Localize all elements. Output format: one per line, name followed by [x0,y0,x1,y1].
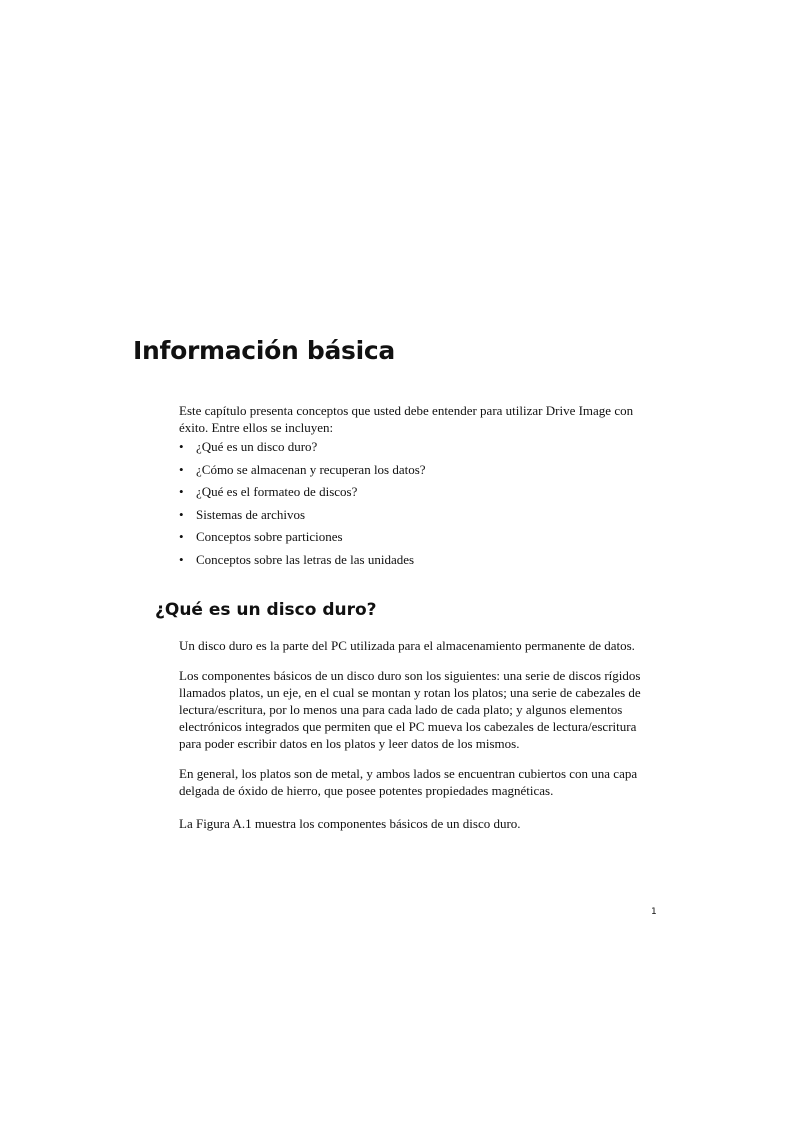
body-paragraph: En general, los platos son de metal, y ambos lados se encuentran cubiertos con una capa delgada de óxido de hierro, que posee potentes propiedades magnéticas. [179,766,638,798]
list-item-text: ¿Qué es el formateo de discos? [196,484,358,500]
list-item-text: Conceptos sobre las letras de las unidades [196,551,415,567]
section-title: ¿Qué es un disco duro? [155,600,377,620]
list-item [179,483,659,500]
list-item [179,506,659,523]
bullet-icon: • [179,529,184,545]
list-item [179,551,659,568]
page-number: 1 [651,907,657,917]
list-item-text: ¿Cómo se almacenan y recuperan los datos? [196,461,426,477]
list-item-text: ¿Qué es un disco duro? [196,439,318,454]
list-item-text: Sistemas de archivos [196,506,306,522]
body-paragraph: Un disco duro es la parte del PC utilizada para el almacenamiento permanente de datos. [179,638,635,653]
bullet-icon: • [179,439,184,454]
topics-list [179,438,659,574]
list-item [179,528,659,545]
bullet-icon: • [179,484,184,500]
list-item [179,438,659,455]
bullet-icon: • [179,506,184,522]
body-paragraph: Los componentes básicos de un disco duro son los siguientes: una serie de discos rígidos llamados platos, un eje, en el cual se montan y rotan los platos; una serie de cabezales de lectura/escritura, por lo menos una para cada lado de cada plato; y algunos elementos electrónicos integrados que permiten que el PC mueva los cabezales de lectura/escritura para poder escribir datos en los platos y leer datos de los mismos. [179,668,641,751]
body-paragraph: La Figura A.1 muestra los componentes básicos de un disco duro. [179,816,521,831]
list-item [179,461,659,478]
list-item-text: Conceptos sobre particiones [196,529,343,545]
chapter-title: Información básica [133,336,395,365]
bullet-icon: • [179,551,184,567]
intro-paragraph: Este capítulo presenta conceptos que usted debe entender para utilizar Drive Image con éxito. Entre ellos se incluyen: [179,403,634,435]
bullet-icon: • [179,461,184,477]
